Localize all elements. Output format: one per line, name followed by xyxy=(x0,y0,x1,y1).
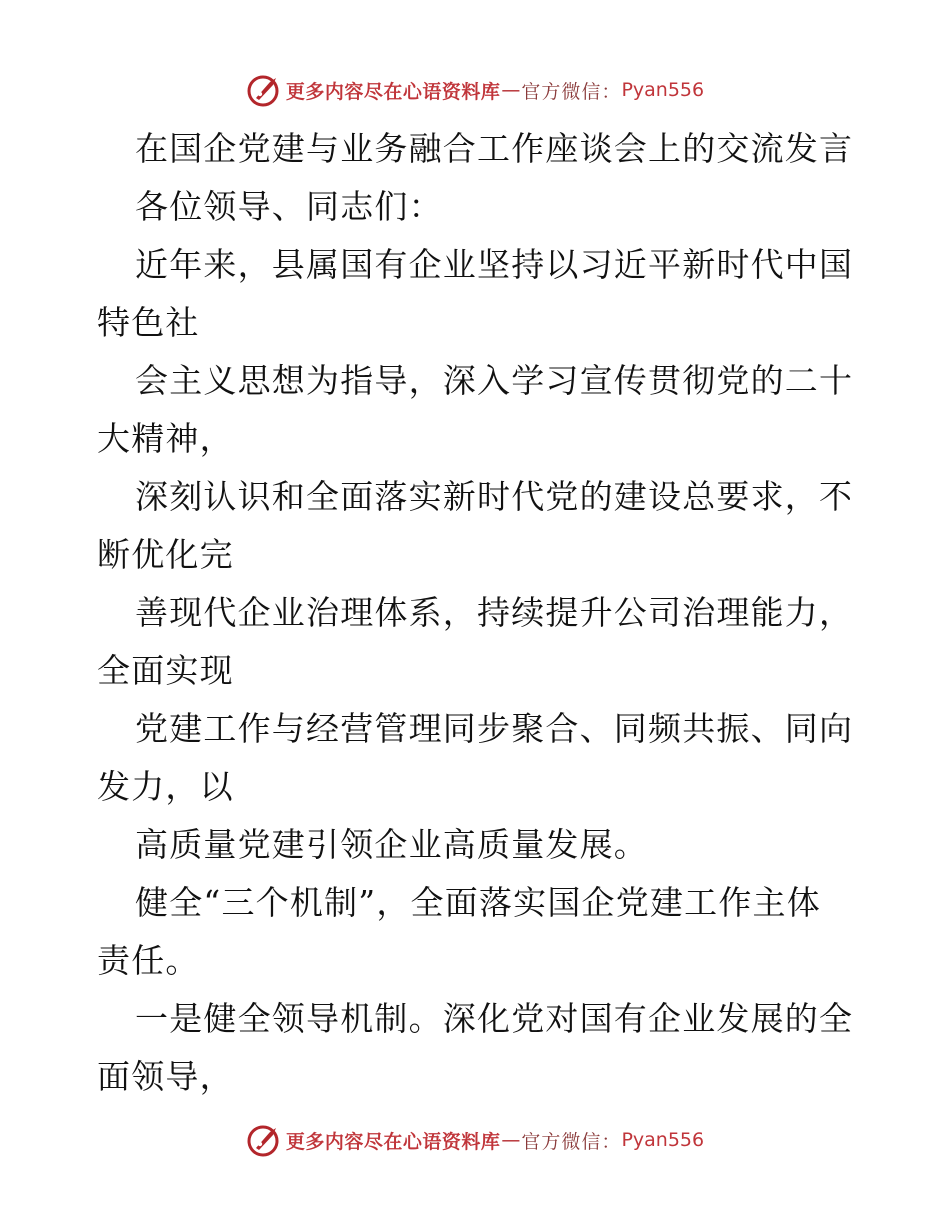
paragraph-line: 一是健全领导机制。深化党对国有企业发展的全 xyxy=(135,999,854,1038)
paragraph-line: 党建工作与经营管理同步聚合、同频共振、同向 xyxy=(135,709,854,748)
document-title: 在国企党建与业务融合工作座谈会上的交流发言 xyxy=(135,129,854,168)
paragraph-line: 善现代企业治理体系，持续提升公司治理能力， xyxy=(135,593,854,632)
banner-sub-text: 官方微信： xyxy=(521,80,622,103)
paragraph-line: 断优化完 xyxy=(97,535,234,574)
paragraph-line: 责任。 xyxy=(97,941,200,980)
paragraph-line: 近年来，县属国有企业坚持以习近平新时代中国 xyxy=(135,245,854,284)
banner-dash: — xyxy=(501,79,521,101)
banner-main-text: 更多内容尽在心语资料库 xyxy=(285,1130,501,1153)
paragraph-line: 健全“三个机制”，全面落实国企党建工作主体 xyxy=(135,883,821,922)
paragraph-line: 发力，以 xyxy=(97,767,234,806)
pen-nib-logo-icon xyxy=(246,72,284,108)
paragraph-line: 大精神， xyxy=(97,419,234,458)
pen-nib-logo-icon xyxy=(246,1122,284,1158)
paragraph-line: 各位领导、同志们： xyxy=(135,187,443,226)
banner-main-text: 更多内容尽在心语资料库 xyxy=(285,80,501,103)
banner-sub-text: 官方微信： xyxy=(521,1130,622,1153)
banner-dash: — xyxy=(501,1129,521,1151)
banner-wechat-id: Pyan556 xyxy=(621,1129,705,1151)
paragraph-line: 全面实现 xyxy=(97,651,234,690)
paragraph-line: 高质量党建引领企业高质量发展。 xyxy=(135,825,648,864)
header-banner xyxy=(0,68,950,112)
banner-wechat-id: Pyan556 xyxy=(621,79,705,101)
document-body xyxy=(97,120,857,1106)
paragraph-line: 面领导， xyxy=(97,1057,234,1096)
paragraph-line: 深刻认识和全面落实新时代党的建设总要求，不 xyxy=(135,477,854,516)
paragraph-line: 会主义思想为指导，深入学习宣传贯彻党的二十 xyxy=(135,361,854,400)
footer-banner xyxy=(0,1118,950,1162)
paragraph-line: 特色社 xyxy=(97,303,200,342)
